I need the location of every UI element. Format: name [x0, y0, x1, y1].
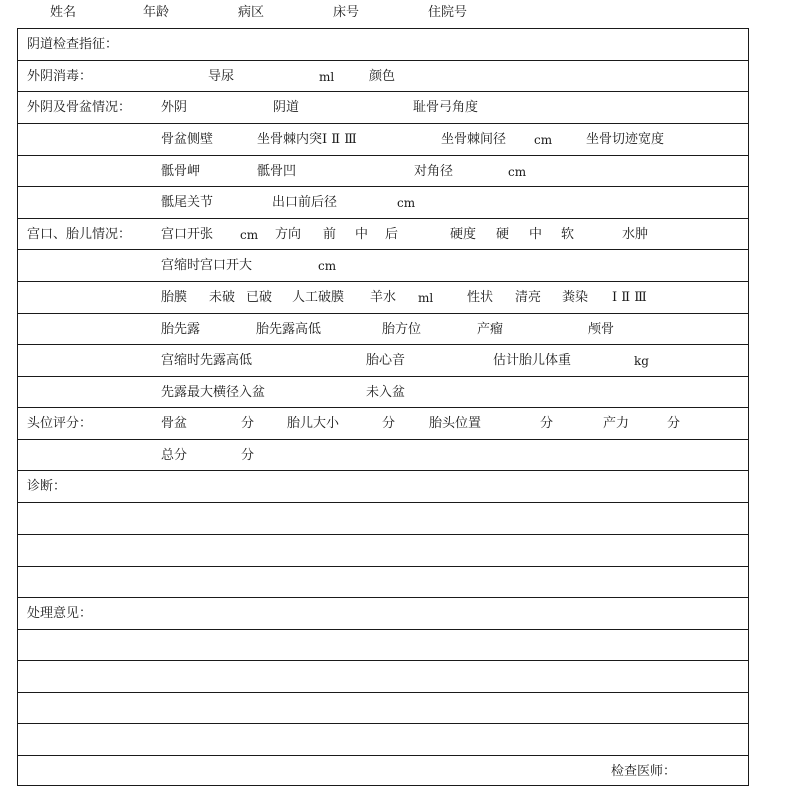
direction-back: 后	[385, 227, 399, 242]
total-score-label: 总分	[161, 448, 188, 463]
catheter-label: 导尿	[208, 69, 235, 84]
row-diagnosis	[18, 470, 748, 502]
not-engaged-label: 未入盆	[366, 385, 406, 400]
dilation-cm-unit: cm	[240, 228, 259, 242]
row-vulva-pelvis	[18, 91, 748, 123]
bed-label: 床号	[333, 5, 360, 20]
presentation-label: 胎先露	[161, 322, 201, 337]
examining-doctor-label: 检查医师：	[611, 764, 677, 779]
sacral-hollow-label: 骶骨凹	[257, 164, 297, 179]
row-cervix	[18, 218, 748, 249]
fluid-character-label: 性状	[467, 290, 494, 305]
caput-label: 产瘤	[477, 322, 504, 337]
row-sacrococcygeal	[18, 186, 748, 218]
row-pelvic-wall	[18, 123, 748, 155]
score-head-position-label: 胎头位置	[429, 416, 482, 431]
cervix-dilation-label: 宫口开张	[161, 227, 214, 242]
interspinous-cm-unit: cm	[534, 133, 553, 147]
fluid-clear: 清亮	[515, 290, 542, 305]
diagonal-cm-unit: cm	[508, 165, 527, 179]
row-membrane	[18, 281, 748, 313]
direction-front: 前	[323, 227, 337, 242]
row-sacrum	[18, 155, 748, 186]
meconium-grades: Ⅰ Ⅱ Ⅲ	[612, 290, 647, 305]
patient-header	[0, 0, 785, 28]
treatment-blank-line	[18, 723, 748, 755]
age-label: 年龄	[143, 5, 170, 20]
score-fetal-size-label: 胎儿大小	[287, 416, 340, 431]
urine-ml-unit: ml	[319, 70, 335, 84]
skull-label: 颅骨	[588, 322, 615, 337]
hardness-medium: 中	[529, 227, 543, 242]
cervix-direction-label: 方向	[275, 227, 302, 242]
engaged-label: 先露最大横径入盆	[161, 385, 266, 400]
disinfection-label: 外阴消毒：	[27, 69, 93, 84]
cervix-edema-label: 水肿	[622, 227, 649, 242]
treatment-blank-line	[18, 629, 748, 660]
amniotic-fluid-label: 羊水	[370, 290, 397, 305]
hardness-hard: 硬	[496, 227, 510, 242]
fluid-ml-unit: ml	[418, 291, 434, 305]
score-fetal-size-points: 分	[382, 416, 396, 431]
artificial-rupture: 人工破膜	[292, 290, 345, 305]
membrane-broken: 已破	[246, 290, 273, 305]
outlet-cm-unit: cm	[397, 196, 416, 210]
diagnosis-blank-line	[18, 566, 748, 597]
row-disinfection	[18, 60, 748, 91]
fetal-weight-label: 估计胎儿体重	[493, 353, 572, 368]
fetal-heart-label: 胎心音	[366, 353, 406, 368]
treatment-blank-line	[18, 692, 748, 723]
contraction-cm-unit: cm	[318, 259, 337, 273]
total-score-points: 分	[241, 448, 255, 463]
urine-color-label: 颜色	[369, 69, 396, 84]
fetal-position-label: 胎方位	[382, 322, 422, 337]
row-indication	[18, 29, 748, 60]
interspinous-diameter-label: 坐骨棘间径	[441, 132, 507, 147]
membrane-unbroken: 未破	[209, 290, 236, 305]
score-labor-force-points: 分	[667, 416, 681, 431]
admission-number-label: 住院号	[428, 5, 468, 20]
cervix-hardness-label: 硬度	[450, 227, 477, 242]
diagnosis-blank-line	[18, 534, 748, 566]
direction-middle: 中	[355, 227, 369, 242]
contraction-station-label: 宫缩时先露高低	[161, 353, 253, 368]
indication-label: 阴道检查指征：	[27, 37, 119, 52]
treatment-blank-line	[18, 660, 748, 692]
row-fhr	[18, 344, 748, 376]
row-presentation	[18, 313, 748, 344]
row-total-score	[18, 439, 748, 470]
ischial-spine-label: 坐骨棘内突Ⅰ Ⅱ Ⅲ	[257, 132, 357, 147]
row-engagement	[18, 376, 748, 407]
row-head-score	[18, 407, 748, 439]
score-head-position-points: 分	[540, 416, 554, 431]
score-labor-force-label: 产力	[603, 416, 630, 431]
vulva-pelvis-label: 外阴及骨盆情况：	[27, 100, 132, 115]
treatment-label: 处理意见：	[27, 606, 93, 621]
vulva-label: 外阴	[161, 100, 188, 115]
vagina-label: 阴道	[273, 100, 300, 115]
diagnosis-label: 诊断：	[27, 479, 67, 494]
row-treatment	[18, 597, 748, 629]
pelvic-sidewall-label: 骨盆侧壁	[161, 132, 214, 147]
cervix-fetus-label: 宫口、胎儿情况：	[27, 227, 132, 242]
name-label: 姓名	[50, 5, 77, 20]
contraction-dilation-label: 宫缩时宫口开大	[161, 258, 253, 273]
sacral-promontory-label: 骶骨岬	[161, 164, 201, 179]
station-label: 胎先露高低	[256, 322, 322, 337]
membrane-label: 胎膜	[161, 290, 188, 305]
row-doctor	[18, 755, 748, 785]
score-pelvis-points: 分	[241, 416, 255, 431]
ward-label: 病区	[238, 5, 265, 20]
hardness-soft: 软	[561, 227, 575, 242]
sciatic-notch-label: 坐骨切迹宽度	[586, 132, 665, 147]
score-pelvis-label: 骨盆	[161, 416, 188, 431]
fluid-meconium: 粪染	[562, 290, 589, 305]
diagnosis-blank-line	[18, 502, 748, 534]
outlet-diameter-label: 出口前后径	[272, 195, 338, 210]
row-contraction-dilation	[18, 249, 748, 281]
sacrococcygeal-joint-label: 骶尾关节	[161, 195, 214, 210]
pubic-arch-label: 耻骨弓角度	[413, 100, 479, 115]
diagonal-conjugate-label: 对角径	[414, 164, 454, 179]
weight-kg-unit: kg	[634, 354, 649, 368]
head-score-label: 头位评分：	[27, 416, 93, 431]
vaginal-exam-form	[17, 28, 749, 786]
